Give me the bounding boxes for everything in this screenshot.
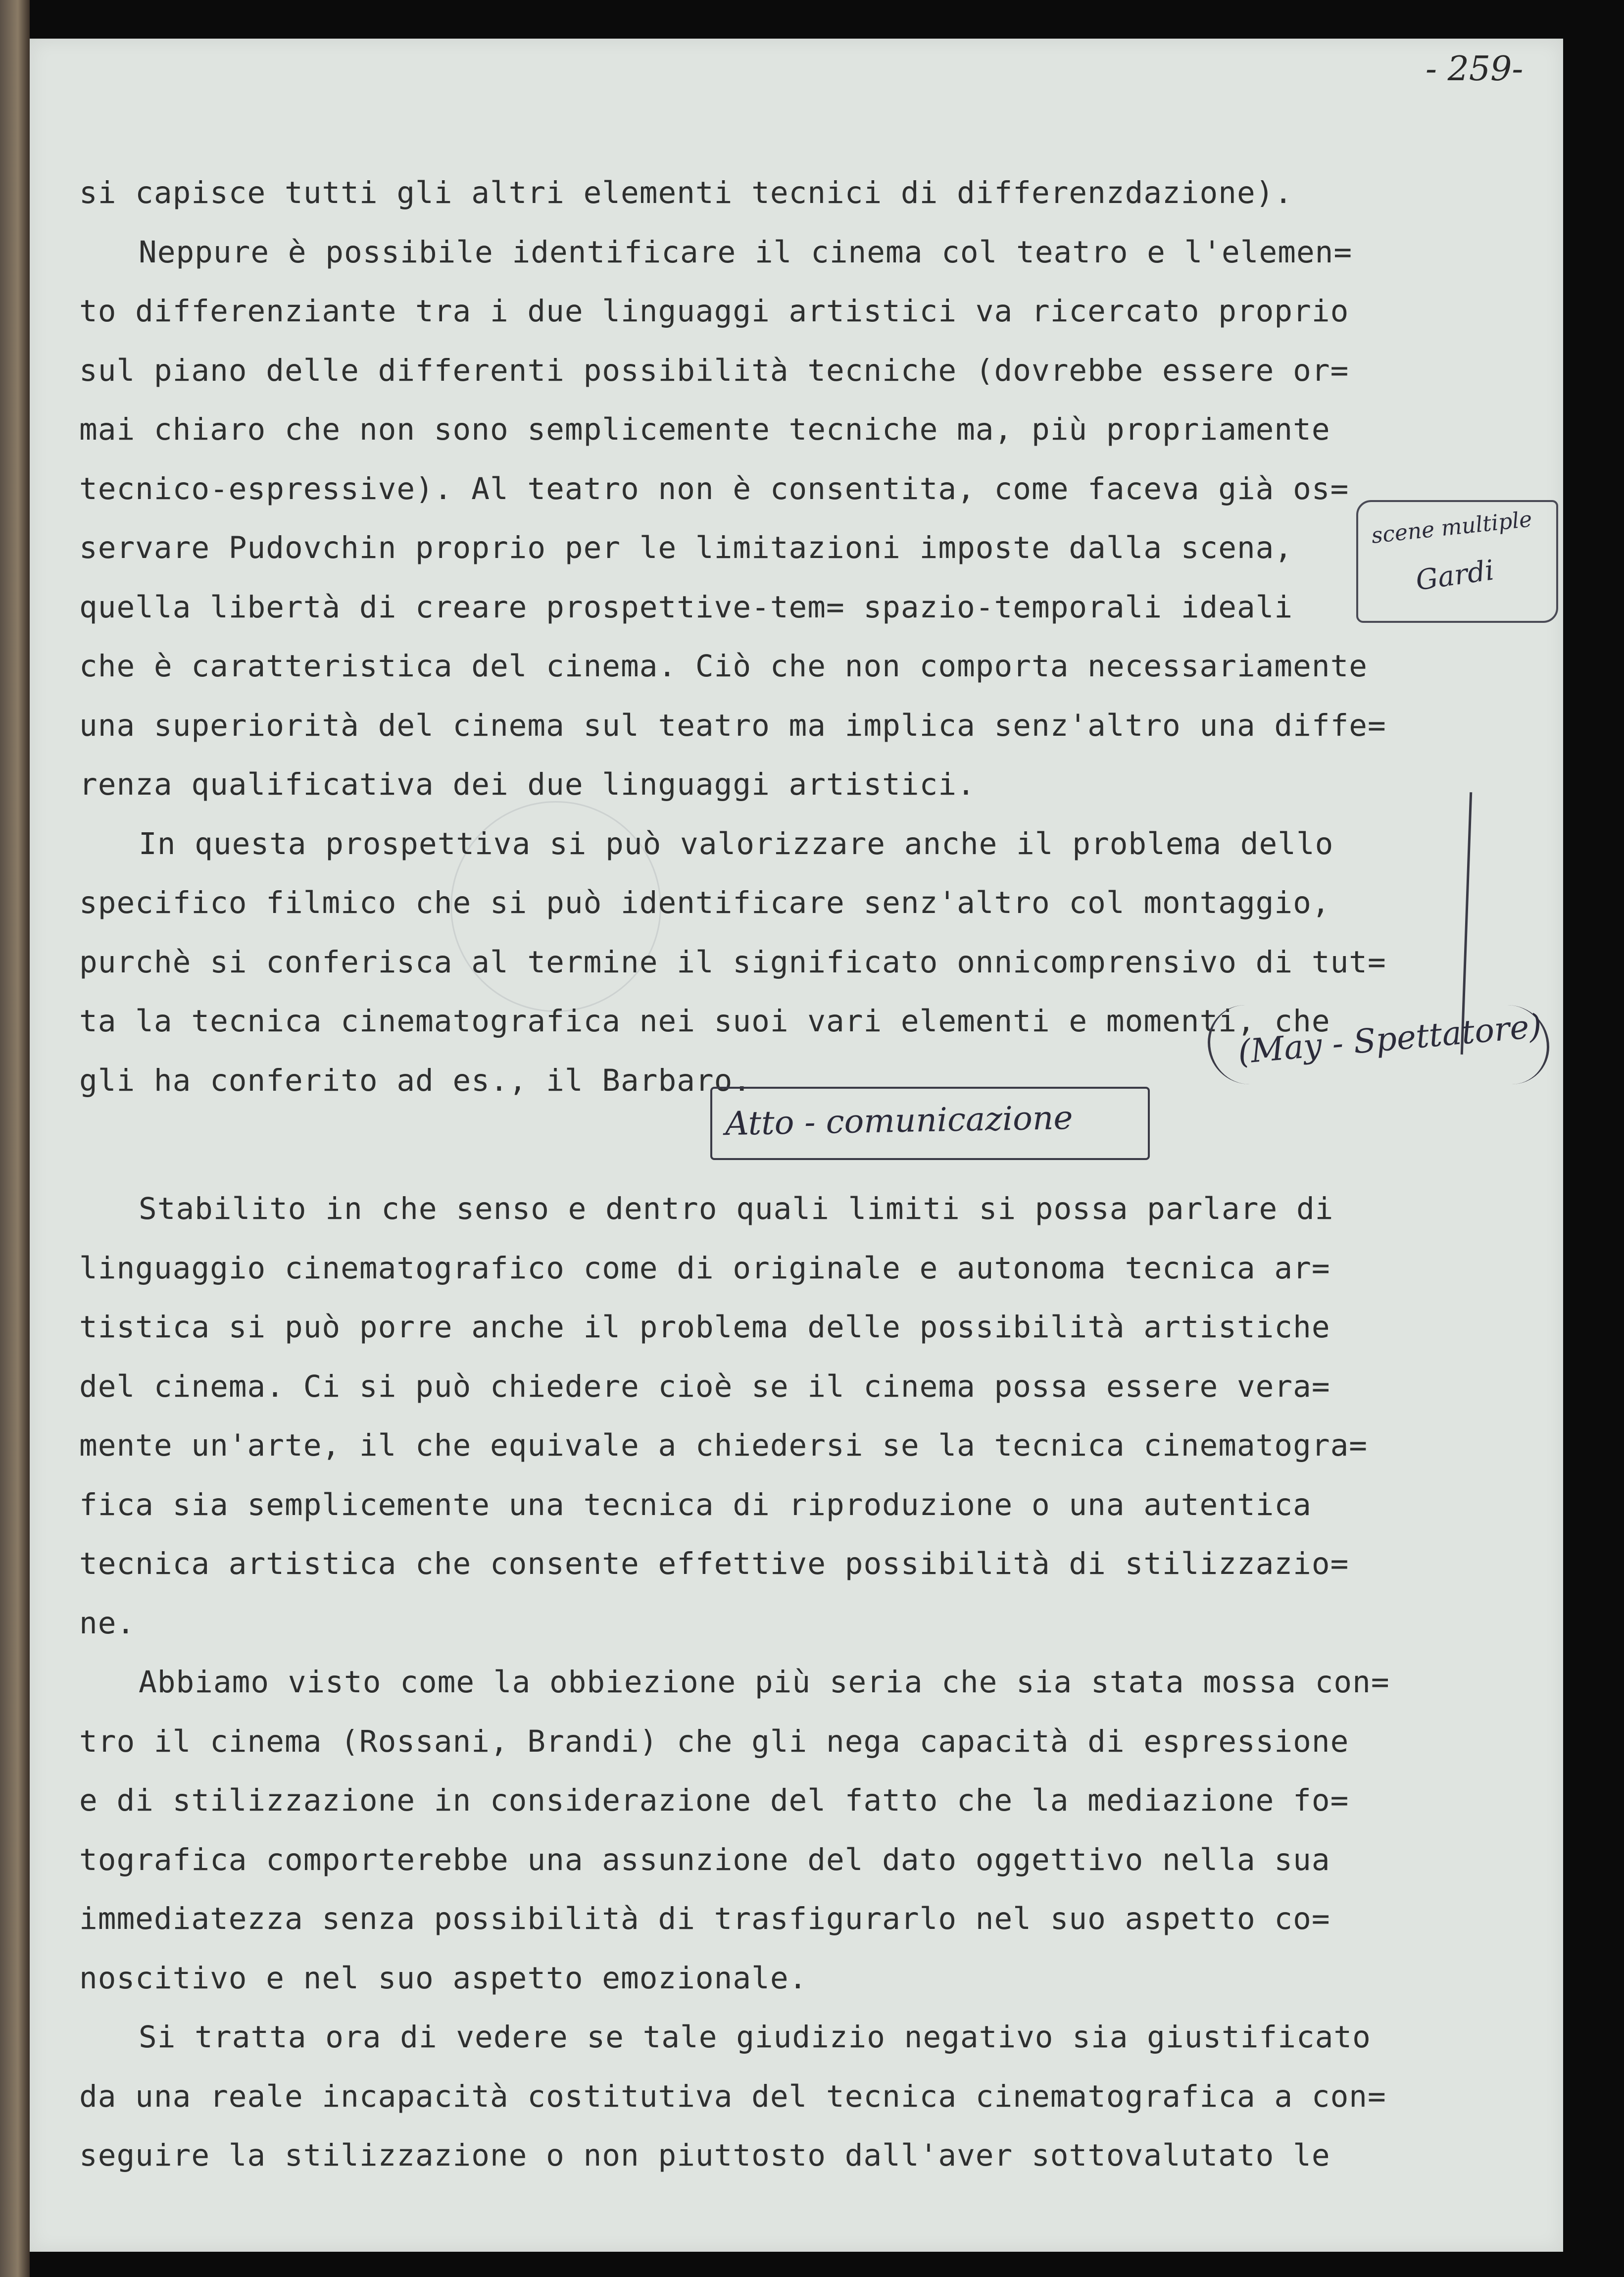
text-line: renza qualificativa dei due linguaggi artistici. <box>79 767 976 802</box>
text-line: si capisce tutti gli altri elementi tecnici di differenzdazione). <box>79 175 1293 210</box>
text-line: sul piano delle differenti possibilità tecniche (dovrebbe essere or= <box>79 353 1349 388</box>
handwritten-note: scene multiple <box>1370 506 1533 549</box>
text-line: una superiorità del cinema sul teatro ma implica senz'altro una diffe= <box>79 708 1386 743</box>
text-line: noscitivo e nel suo aspetto emozionale. <box>79 1960 808 1996</box>
text-line: da una reale incapacità costitutiva del tecnica cinematografica a con= <box>79 2078 1386 2114</box>
text-line: ne. <box>79 1605 136 1641</box>
text-line: ta la tecnica cinematografica nei suoi vari elementi e momenti, che <box>79 1004 1330 1039</box>
typed-body-text <box>79 163 1485 2185</box>
text-line: servare Pudovchin proprio per le limitazioni imposte dalla scena, <box>79 530 1293 565</box>
text-line: tecnico-espressive). Al teatro non è consentita, come faceva già os= <box>79 471 1349 506</box>
text-line: linguaggio cinematografico come di originale e autonoma tecnica ar= <box>79 1250 1330 1286</box>
text-line: specifico filmico che si può identificare senz'altro col montaggio, <box>79 885 1330 920</box>
text-line: Neppure è possibile identificare il cinema col teatro e l'elemen= <box>139 234 1353 270</box>
text-line: mai chiaro che non sono semplicemente tecniche ma, più propriamente <box>79 412 1330 447</box>
text-line: In questa prospettiva si può valorizzare anche il problema dello <box>139 826 1334 861</box>
text-line: seguire la stilizzazione o non piuttosto dall'aver sottovalutato le <box>79 2138 1330 2173</box>
text-line: mente un'arte, il che equivale a chiedersi se la tecnica cinematogra= <box>79 1428 1368 1463</box>
text-line: Si tratta ora di vedere se tale giudizio negativo sia giustificato <box>139 2020 1371 2055</box>
text-line: tistica si può porre anche il problema delle possibilità artistiche <box>79 1310 1330 1345</box>
text-line: purchè si conferisca al termine il significato onnicomprensivo di tut= <box>79 944 1386 980</box>
text-line: to differenziante tra i due linguaggi artistici va ricercato proprio <box>79 294 1349 329</box>
handwritten-note: (May - Spettatore) <box>1236 1007 1543 1071</box>
binding-edge <box>0 0 30 2277</box>
handwritten-note: Atto - comunicazione <box>725 1098 1074 1143</box>
text-line: quella libertà di creare prospettive-tem= spazio-temporali ideali <box>79 589 1293 625</box>
text-line: gli ha conferito ad es., il Barbaro. <box>79 1063 752 1098</box>
text-line: che è caratteristica del cinema. Ciò che non comporta necessariamente <box>79 649 1368 684</box>
handwritten-note: Gardi <box>1414 554 1496 597</box>
text-line: del cinema. Ci si può chiedere cioè se il cinema possa essere vera= <box>79 1368 1330 1404</box>
text-line: immediatezza senza possibilità di trasfigurarlo nel suo aspetto co= <box>79 1901 1330 1936</box>
text-line: Stabilito in che senso e dentro quali limiti si possa parlare di <box>139 1191 1334 1226</box>
text-line: e di stilizzazione in considerazione del fatto che la mediazione fo= <box>79 1783 1349 1818</box>
text-line: Abbiamo visto come la obbiezione più seria che sia stata mossa con= <box>139 1665 1390 1700</box>
text-line: tecnica artistica che consente effettive possibilità di stilizzazio= <box>79 1546 1349 1581</box>
text-line: tografica comporterebbe una assunzione del dato oggettivo nella sua <box>79 1842 1330 1877</box>
text-line: fica sia semplicemente una tecnica di riproduzione o una autentica <box>79 1487 1312 1522</box>
page-number: - 259- <box>1426 50 1524 89</box>
text-line: tro il cinema (Rossani, Brandi) che gli nega capacità di espressione <box>79 1723 1349 1759</box>
